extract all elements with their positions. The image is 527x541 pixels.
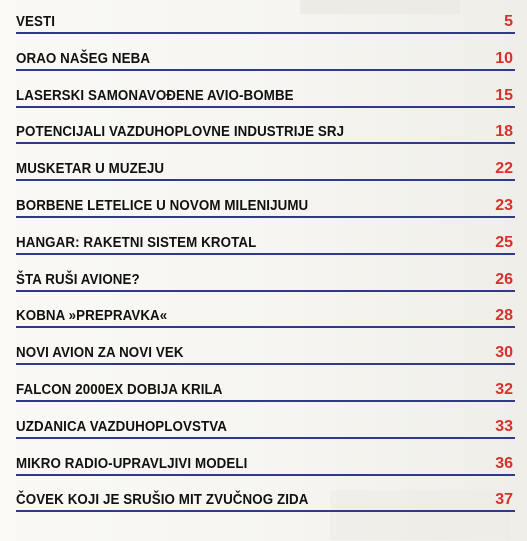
toc-entry-title: ORAO NAŠEG NEBA bbox=[16, 50, 151, 67]
toc-entry-page-number: 37 bbox=[495, 491, 513, 509]
toc-entry[interactable] bbox=[8, 190, 519, 218]
toc-entry-title: BORBENE LETELICE U NOVOM MILENIJUMU bbox=[16, 198, 309, 214]
toc-entry-title: FALCON 2000EX DOBIJA KRILA bbox=[16, 382, 223, 398]
toc-entry-page-number: 36 bbox=[495, 454, 513, 472]
toc-entry[interactable] bbox=[8, 116, 519, 144]
toc-entry-rule bbox=[16, 400, 515, 402]
toc-entry-title: MIKRO RADIO-UPRAVLJIVI MODELI bbox=[16, 455, 248, 472]
toc-entry[interactable] bbox=[8, 6, 519, 34]
toc-entry[interactable] bbox=[8, 337, 519, 365]
toc-entry-title: ŠTA RUŠI AVIONE? bbox=[16, 271, 140, 288]
toc-entry-page-number: 30 bbox=[495, 344, 513, 362]
toc-entry[interactable] bbox=[8, 43, 519, 71]
toc-entry-page-number: 5 bbox=[504, 13, 513, 30]
toc-entry-title: MUSKETAR U MUZEJU bbox=[16, 161, 165, 178]
toc-entry-title: KOBNA »PREPRAVKA« bbox=[16, 308, 168, 325]
toc-entry-page-number: 33 bbox=[495, 417, 513, 435]
toc-entry-page-number: 18 bbox=[495, 123, 513, 141]
toc-entry-rule bbox=[16, 106, 515, 108]
toc-entry-page-number: 10 bbox=[495, 49, 513, 67]
toc-entry-page-number: 32 bbox=[495, 381, 513, 398]
toc-entry[interactable] bbox=[8, 264, 519, 292]
toc-entry-rule bbox=[16, 290, 515, 292]
toc-entry[interactable] bbox=[8, 411, 519, 439]
toc-entry[interactable] bbox=[8, 484, 519, 512]
toc-entry-title: ČOVEK KOJI JE SRUŠIO MIT ZVUČNOG ZIDA bbox=[16, 492, 309, 509]
toc-entry-rule bbox=[16, 253, 515, 255]
toc-entry-title: HANGAR: RAKETNI SISTEM KROTAL bbox=[16, 234, 257, 251]
toc-entry-page-number: 22 bbox=[495, 160, 513, 178]
toc-entry-rule bbox=[16, 437, 515, 439]
toc-entry[interactable] bbox=[8, 227, 519, 255]
toc-entry-rule bbox=[16, 179, 515, 181]
toc-entry-rule bbox=[16, 32, 515, 34]
toc-entry-title: UZDANICA VAZDUHOPLOVSTVA bbox=[16, 418, 227, 435]
toc-entry-title: NOVI AVION ZA NOVI VEK bbox=[16, 345, 184, 362]
toc-entry-page-number: 28 bbox=[495, 307, 513, 325]
toc-entry-rule bbox=[16, 474, 515, 476]
toc-entry[interactable] bbox=[8, 374, 519, 402]
toc-entry-rule bbox=[16, 363, 515, 365]
toc-entry-page-number: 26 bbox=[495, 270, 513, 288]
toc-entry[interactable] bbox=[8, 448, 519, 476]
toc-entry[interactable] bbox=[8, 153, 519, 181]
toc-entry-rule bbox=[16, 142, 515, 144]
toc-entry-page-number: 25 bbox=[495, 233, 513, 251]
toc-entry[interactable] bbox=[8, 300, 519, 328]
toc-entry-rule bbox=[16, 510, 515, 512]
toc-entry-title: LASERSKI SAMONAVOĐENE AVIO-BOMBE bbox=[16, 87, 294, 104]
toc-entry-title: POTENCIJALI VAZDUHOPLOVNE INDUSTRIJE SRJ bbox=[16, 124, 345, 141]
toc-entry-title: VESTI bbox=[16, 14, 56, 30]
toc-entry-rule bbox=[16, 69, 515, 71]
toc-entry-page-number: 23 bbox=[495, 197, 513, 214]
toc-entry-rule bbox=[16, 326, 515, 328]
toc-entry-page-number: 15 bbox=[495, 86, 513, 104]
toc-entry-rule bbox=[16, 216, 515, 218]
toc-entry[interactable] bbox=[8, 80, 519, 108]
